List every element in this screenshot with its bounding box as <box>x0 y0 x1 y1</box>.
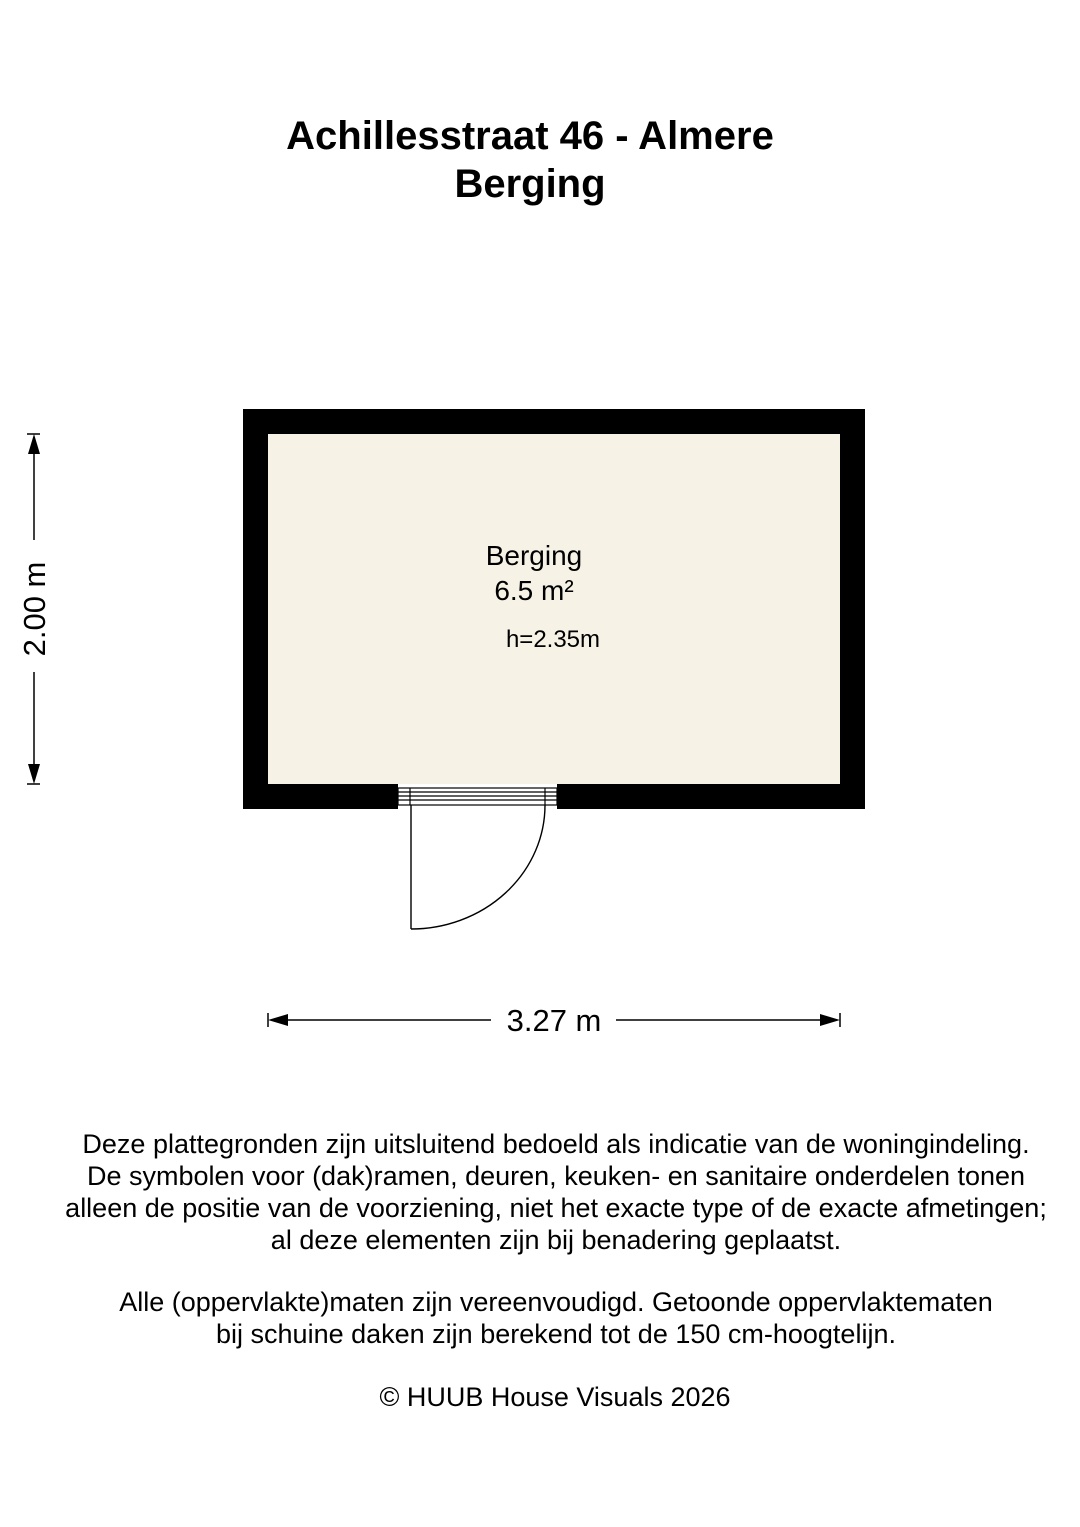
room-name: Berging <box>485 540 583 571</box>
page-subtitle: Berging <box>454 162 606 206</box>
room-floor <box>268 434 840 784</box>
disclaimer-line: al deze elementen zijn bij benadering geplaatst. <box>270 1225 842 1255</box>
disclaimer-line: Deze plattegronden zijn uitsluitend bedoeld als indicatie van de woningindeling. <box>82 1129 1030 1159</box>
door-frame <box>398 788 557 805</box>
disclaimer-line: bij schuine daken zijn berekend tot de 150 cm-hoogtelijn. <box>216 1319 896 1349</box>
disclaimer-paragraph-1 <box>20 1128 1080 1256</box>
copyright-notice: © HUUB House Visuals 2026 <box>379 1382 731 1412</box>
height-dimension-label: 2.00 m <box>17 561 52 657</box>
disclaimer-line: Alle (oppervlakte)maten zijn vereenvoudigd. Getoonde oppervlaktematen <box>119 1287 993 1317</box>
disclaimer <box>20 1128 1080 1380</box>
room-area: 6.5 m² <box>494 575 574 606</box>
room-height: h=2.35m <box>505 626 601 653</box>
wall-left <box>243 409 268 809</box>
page-title: Achillesstraat 46 - Almere <box>286 114 774 158</box>
disclaimer-paragraph-2 <box>20 1286 1080 1350</box>
width-dimension-label: 3.27 m <box>506 1003 602 1038</box>
door-swing <box>411 805 545 929</box>
wall-bottom-left <box>243 784 398 809</box>
wall-top <box>243 409 865 434</box>
wall-bottom-right <box>557 784 865 809</box>
wall-right <box>840 409 865 809</box>
disclaimer-line: De symbolen voor (dak)ramen, deuren, keuken- en sanitaire onderdelen tonen <box>86 1161 1026 1191</box>
disclaimer-line: alleen de positie van de voorziening, niet het exacte type of de exacte afmetingen; <box>65 1193 1047 1223</box>
